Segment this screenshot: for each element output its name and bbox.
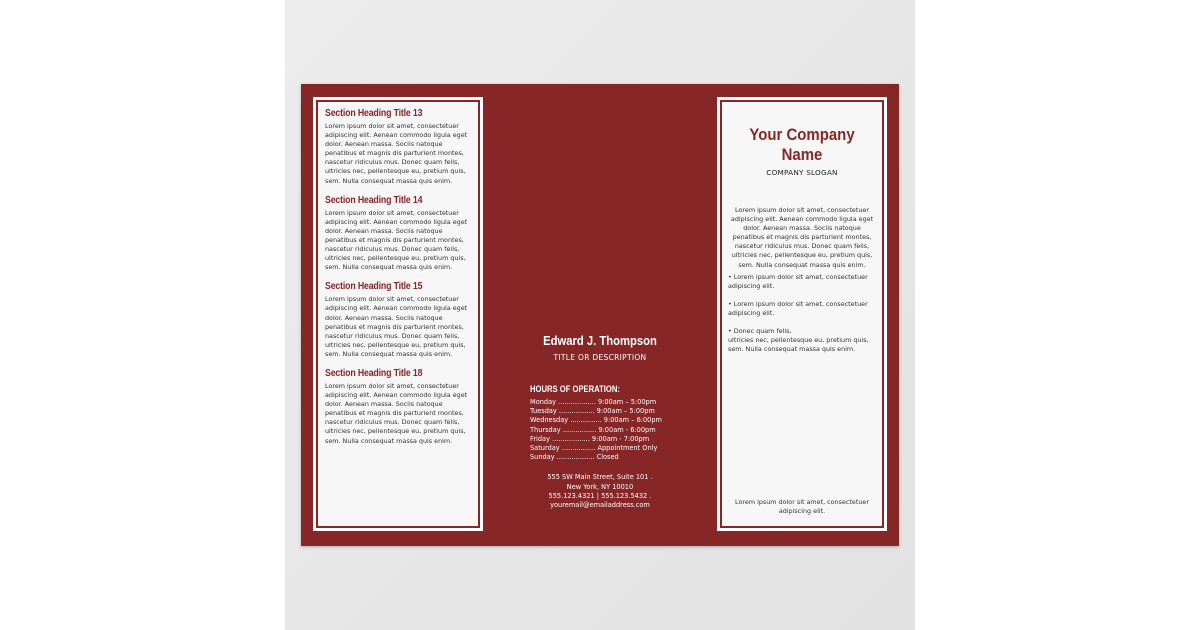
section-heading: Section Heading Title 15: [325, 281, 423, 293]
section-heading: Section Heading Title 18: [325, 367, 423, 379]
person-name: Edward J. Thompson: [543, 334, 657, 348]
address: 555 SW Main Street, Suite 101 .: [547, 473, 653, 482]
hours-line: Friday .................. 9:00am - 7:00pm: [530, 434, 650, 443]
bullet-item: • Donec quam felis, ultricies nec, pellentesque eu, pretium quis, sem. Nulla consequat massa quis enim.: [728, 327, 869, 354]
section-heading: Section Heading Title 14: [325, 194, 423, 206]
phones: 555.123.4321 | 555.123.5432 .: [548, 491, 652, 500]
hours-line: Sunday .................. Closed: [530, 453, 619, 462]
footer-text: Lorem ipsum dolor sit amet, consectetuer adipiscing elit.: [735, 497, 869, 515]
section: [318, 368, 478, 446]
company-name: Your Company Name: [749, 125, 855, 164]
hours-line: Tuesday ................. 9:00am – 5:00pm: [530, 407, 655, 416]
trifold-brochure: [301, 84, 899, 546]
bullet-item: • Lorem ipsum dolor sit amet, consectetuer adipiscing elit.: [728, 272, 868, 290]
section: [318, 195, 478, 273]
section: [318, 108, 478, 186]
hours-line: Thursday ................ 9:00am - 6:00pm: [530, 425, 656, 434]
hours-line: Saturday ................ Appointment Only: [530, 444, 658, 453]
intro-text: Lorem ipsum dolor sit amet, consectetuer adipiscing elit. Aenean commodo ligula eget dolor. Aenean massa. Sociis natoque penatibus et magnis dis parturient montes, nascetur ridiculus mus. Donec quam felis, ultricies nec, pellentesque eu, pretium quis, sem. Nulla consequat massa quis enim.: [730, 206, 874, 269]
section-body: Lorem ipsum dolor sit amet, consectetuer adipiscing elit. Aenean commodo ligula eget dolor. Aenean massa. Sociis natoque penatibus et magnis dis parturient montes, nascetur ridiculus mus. Donec quam felis, ultricies nec, pellentesque eu, pretium quis, sem. Nulla consequat massa quis enim.: [325, 122, 468, 185]
hours-line: Wednesday ............... 9:00am – 6:00pm: [530, 416, 662, 425]
contact-block: [501, 473, 699, 510]
section-body: Lorem ipsum dolor sit amet, consectetuer adipiscing elit. Aenean commodo ligula eget dolor. Aenean massa. Sociis natoque penatibus et magnis dis parturient montes, nascetur ridiculus mus. Donec quam felis, ultricies nec, pellentesque eu, pretium quis, sem. Nulla consequat massa quis enim.: [325, 381, 468, 445]
section-body: Lorem ipsum dolor sit amet, consectetuer adipiscing elit. Aenean commodo ligula eget dolor. Aenean massa. Sociis natoque penatibus et magnis dis parturient montes, nascetur ridiculus mus. Donec quam felis, ultricies nec, pellentesque eu, pretium quis, sem. Nulla consequat massa quis enim.: [325, 208, 468, 272]
left-panel: [313, 97, 483, 531]
person-title: TITLE OR DESCRIPTION: [553, 353, 647, 362]
hours-line: Monday .................. 9:00am – 5:00pm: [530, 398, 657, 406]
city: New York, NY 10010: [566, 482, 634, 491]
middle-panel: [501, 334, 699, 510]
company-slogan: COMPANY SLOGAN: [766, 168, 838, 177]
bullet-item: • Lorem ipsum dolor sit amet, consectetuer adipiscing elit.: [728, 299, 868, 317]
hours-block: [530, 384, 699, 462]
section-body: Lorem ipsum dolor sit amet, consectetuer adipiscing elit. Aenean commodo ligula eget dolor. Aenean massa. Sociis natoque penatibus et magnis dis parturient montes, nascetur ridiculus mus. Donec quam felis, ultricies nec, pellentesque eu, pretium quis, sem. Nulla consequat massa quis enim.: [325, 295, 468, 358]
hours-heading: HOURS OF OPERATION:: [530, 384, 620, 394]
right-panel: [717, 97, 887, 531]
section: [318, 281, 478, 359]
email: youremail@emailaddress.com: [550, 501, 650, 510]
section-heading: Section Heading Title 13: [325, 108, 423, 119]
